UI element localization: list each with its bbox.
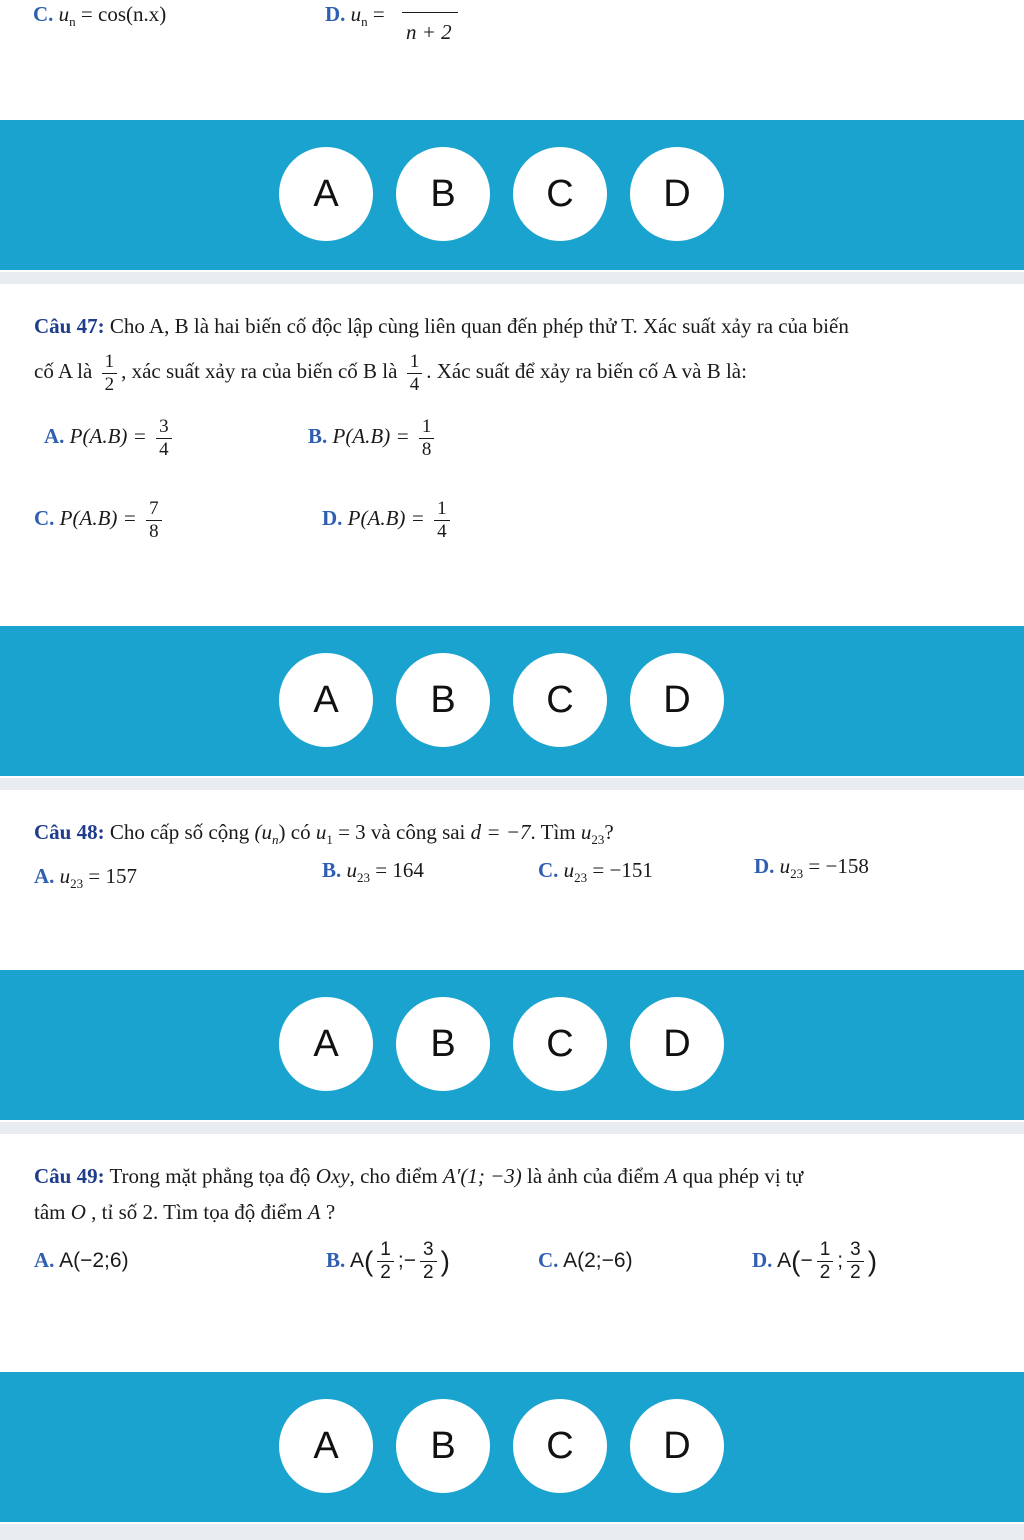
answer-button-a[interactable]: A: [279, 1399, 373, 1493]
math-value: = −158: [808, 854, 869, 878]
denominator: 2: [422, 1261, 434, 1283]
answer-button-d[interactable]: D: [630, 653, 724, 747]
q48-option-a: [34, 862, 137, 898]
q49-line-1: [34, 1162, 803, 1190]
denominator: 2: [380, 1261, 391, 1283]
q48-option-c: [538, 856, 653, 892]
answer-button-a[interactable]: A: [279, 997, 373, 1091]
math-sub: 23: [70, 876, 84, 892]
math-var: A: [349, 1249, 364, 1272]
q49-line-2: [34, 1198, 335, 1226]
numerator: 1: [377, 1239, 394, 1262]
option-expr: P(A.B) =: [332, 424, 410, 448]
denominator: 4: [437, 520, 447, 542]
numerator: 7: [146, 498, 162, 521]
numerator: 1: [434, 498, 450, 521]
fraction: [420, 1239, 437, 1284]
question-text: , xác suất xảy ra của biến cố B là: [121, 359, 398, 383]
math-var: A: [664, 1164, 678, 1188]
option-label: A.: [34, 864, 55, 888]
answer-button-c[interactable]: C: [513, 653, 607, 747]
answer-button-c[interactable]: C: [513, 147, 607, 241]
math-value: = −151: [592, 858, 653, 882]
question-text: cố A là: [34, 359, 93, 383]
math-sign: −: [800, 1249, 813, 1272]
question-text: . Xác suất để xảy ra biến cố A và B là:: [426, 359, 747, 383]
q49-option-b: [326, 1234, 450, 1287]
answer-button-a[interactable]: A: [279, 147, 373, 241]
question-text: Trong mặt phẳng tọa độ: [109, 1164, 311, 1188]
math-var: u: [315, 820, 327, 844]
math-expr: = cos(n.x): [80, 2, 167, 26]
paren-close: ): [867, 1245, 878, 1277]
math-var: u: [779, 854, 791, 878]
fraction: [102, 351, 118, 396]
fraction: [434, 498, 450, 543]
question-text: , tỉ số 2. Tìm tọa độ điểm: [91, 1200, 303, 1224]
paren-close: ): [440, 1245, 450, 1277]
option-expr: A(2;−6): [563, 1249, 633, 1272]
denominator: 8: [149, 520, 159, 542]
paren-open: (: [791, 1245, 801, 1277]
q47-option-b: [308, 410, 438, 462]
separator: [0, 1524, 1024, 1540]
math-var: O: [70, 1200, 86, 1224]
q47-option-a: [44, 410, 176, 462]
math-var: u: [580, 820, 592, 844]
prev-option-d: [325, 0, 385, 36]
option-label: C.: [538, 858, 559, 882]
math-value: = 164: [375, 858, 424, 882]
option-label: A.: [44, 424, 65, 448]
math-value: = 157: [88, 864, 138, 888]
math-sub: 23: [357, 870, 371, 886]
denominator: 4: [159, 438, 169, 460]
denominator: 2: [104, 373, 115, 395]
answer-button-d[interactable]: D: [630, 997, 724, 1091]
answer-button-b[interactable]: B: [396, 1399, 490, 1493]
q49-option-a: [34, 1234, 129, 1287]
math-var: A: [307, 1200, 321, 1224]
math-value: = 3: [338, 820, 366, 844]
fraction: [146, 498, 162, 543]
answer-button-c[interactable]: C: [513, 997, 607, 1091]
option-expr: P(A.B) =: [69, 424, 147, 448]
q47-option-c: [34, 492, 166, 544]
numerator: 3: [847, 1239, 864, 1262]
math-var: Oxy: [315, 1164, 350, 1188]
math-sub: n: [69, 14, 76, 30]
option-expr: P(A.B) =: [59, 506, 137, 530]
math-sub: 23: [591, 832, 605, 848]
option-label: D.: [752, 1248, 773, 1272]
answer-button-b[interactable]: B: [396, 653, 490, 747]
question-text: ?: [325, 1200, 336, 1224]
separator: [0, 1122, 1024, 1134]
fraction: [817, 1239, 834, 1284]
math-var: u: [346, 858, 358, 882]
math-sep: ;: [837, 1249, 844, 1272]
question-text: và công sai: [370, 820, 466, 844]
fraction-bar: [402, 12, 458, 13]
denominator: 2: [850, 1261, 861, 1283]
option-label: C.: [34, 506, 55, 530]
q48-option-d: [754, 852, 869, 888]
question-label: Câu 47:: [34, 314, 105, 338]
question-text: ?: [604, 820, 614, 844]
numerator: 1: [407, 351, 423, 374]
q49-option-c: [538, 1234, 633, 1287]
answer-button-d[interactable]: D: [630, 147, 724, 241]
q48-option-b: [322, 856, 424, 892]
option-label: B.: [322, 858, 342, 882]
math-sub: n: [361, 14, 368, 30]
math-var: u: [350, 2, 362, 26]
question-text: , cho điểm: [349, 1164, 438, 1188]
separator: [0, 272, 1024, 284]
option-label: B.: [326, 1248, 346, 1272]
math-var: A: [777, 1249, 792, 1272]
answer-button-b[interactable]: B: [396, 997, 490, 1091]
option-label: D.: [322, 506, 343, 530]
math-sub: 23: [574, 870, 588, 886]
numerator: 3: [420, 1239, 437, 1262]
question-label: Câu 49:: [34, 1164, 105, 1188]
option-label: D.: [754, 854, 775, 878]
question-text: qua phép vị tự: [682, 1164, 804, 1188]
q47-line-2: [34, 345, 747, 397]
math-sep: ;−: [397, 1249, 416, 1272]
option-expr: P(A.B) =: [347, 506, 425, 530]
math-expr: A′(1; −3): [442, 1164, 522, 1188]
math-paren: ): [278, 820, 286, 844]
math-var: u: [563, 858, 575, 882]
math-var: u: [58, 2, 70, 26]
fraction: [419, 416, 435, 461]
math-sub: 23: [790, 866, 804, 882]
denominator: 4: [409, 373, 420, 395]
numerator: 1: [817, 1239, 834, 1262]
prev-option-c: [33, 0, 166, 36]
question-text: là ảnh của điểm: [526, 1164, 660, 1188]
option-label: B.: [308, 424, 328, 448]
fraction: [377, 1239, 394, 1284]
separator: [0, 778, 1024, 790]
question-text: tâm: [34, 1200, 66, 1224]
answer-button-d[interactable]: D: [630, 1399, 724, 1493]
q47-line-1: [34, 312, 849, 340]
math-sub: n: [272, 832, 279, 848]
option-label: C.: [538, 1248, 559, 1272]
fraction: [156, 416, 172, 461]
prev-option-d-denominator: n + 2: [406, 20, 452, 44]
math-var: (u: [254, 820, 272, 844]
option-expr: A(−2;6): [59, 1249, 129, 1272]
answer-button-a[interactable]: A: [279, 653, 373, 747]
question-text: Cho A, B là hai biến cố độc lập cùng liên quan đến phép thử T. Xác suất xảy ra của biến: [109, 314, 849, 338]
paren-open: (: [363, 1245, 374, 1277]
math-eq: =: [372, 2, 385, 26]
answer-button-c[interactable]: C: [513, 1399, 607, 1493]
answer-band-1: [0, 120, 1024, 270]
math-var: u: [59, 864, 71, 888]
denominator: 2: [819, 1261, 831, 1283]
numerator: 1: [102, 351, 118, 374]
q48-line-1: [34, 818, 614, 854]
answer-band-4: [0, 1372, 1024, 1522]
fraction: [847, 1239, 864, 1284]
denominator: 8: [421, 438, 432, 460]
q47-option-d: [322, 492, 454, 544]
answer-button-b[interactable]: B: [396, 147, 490, 241]
answer-band-2: [0, 626, 1024, 776]
math-expr: d = −7: [470, 820, 531, 844]
option-label: C.: [33, 2, 54, 26]
question-label: Câu 48:: [34, 820, 105, 844]
math-sub: 1: [326, 832, 333, 848]
option-label: D.: [325, 2, 346, 26]
question-text: Cho cấp số cộng: [109, 820, 250, 844]
answer-band-3: [0, 970, 1024, 1120]
option-label: A.: [34, 1248, 55, 1272]
question-text: có: [290, 820, 311, 844]
q49-option-d: [752, 1234, 877, 1287]
question-text: . Tìm: [530, 820, 576, 844]
numerator: 1: [419, 416, 435, 439]
fraction: [407, 351, 423, 396]
numerator: 3: [156, 416, 172, 439]
